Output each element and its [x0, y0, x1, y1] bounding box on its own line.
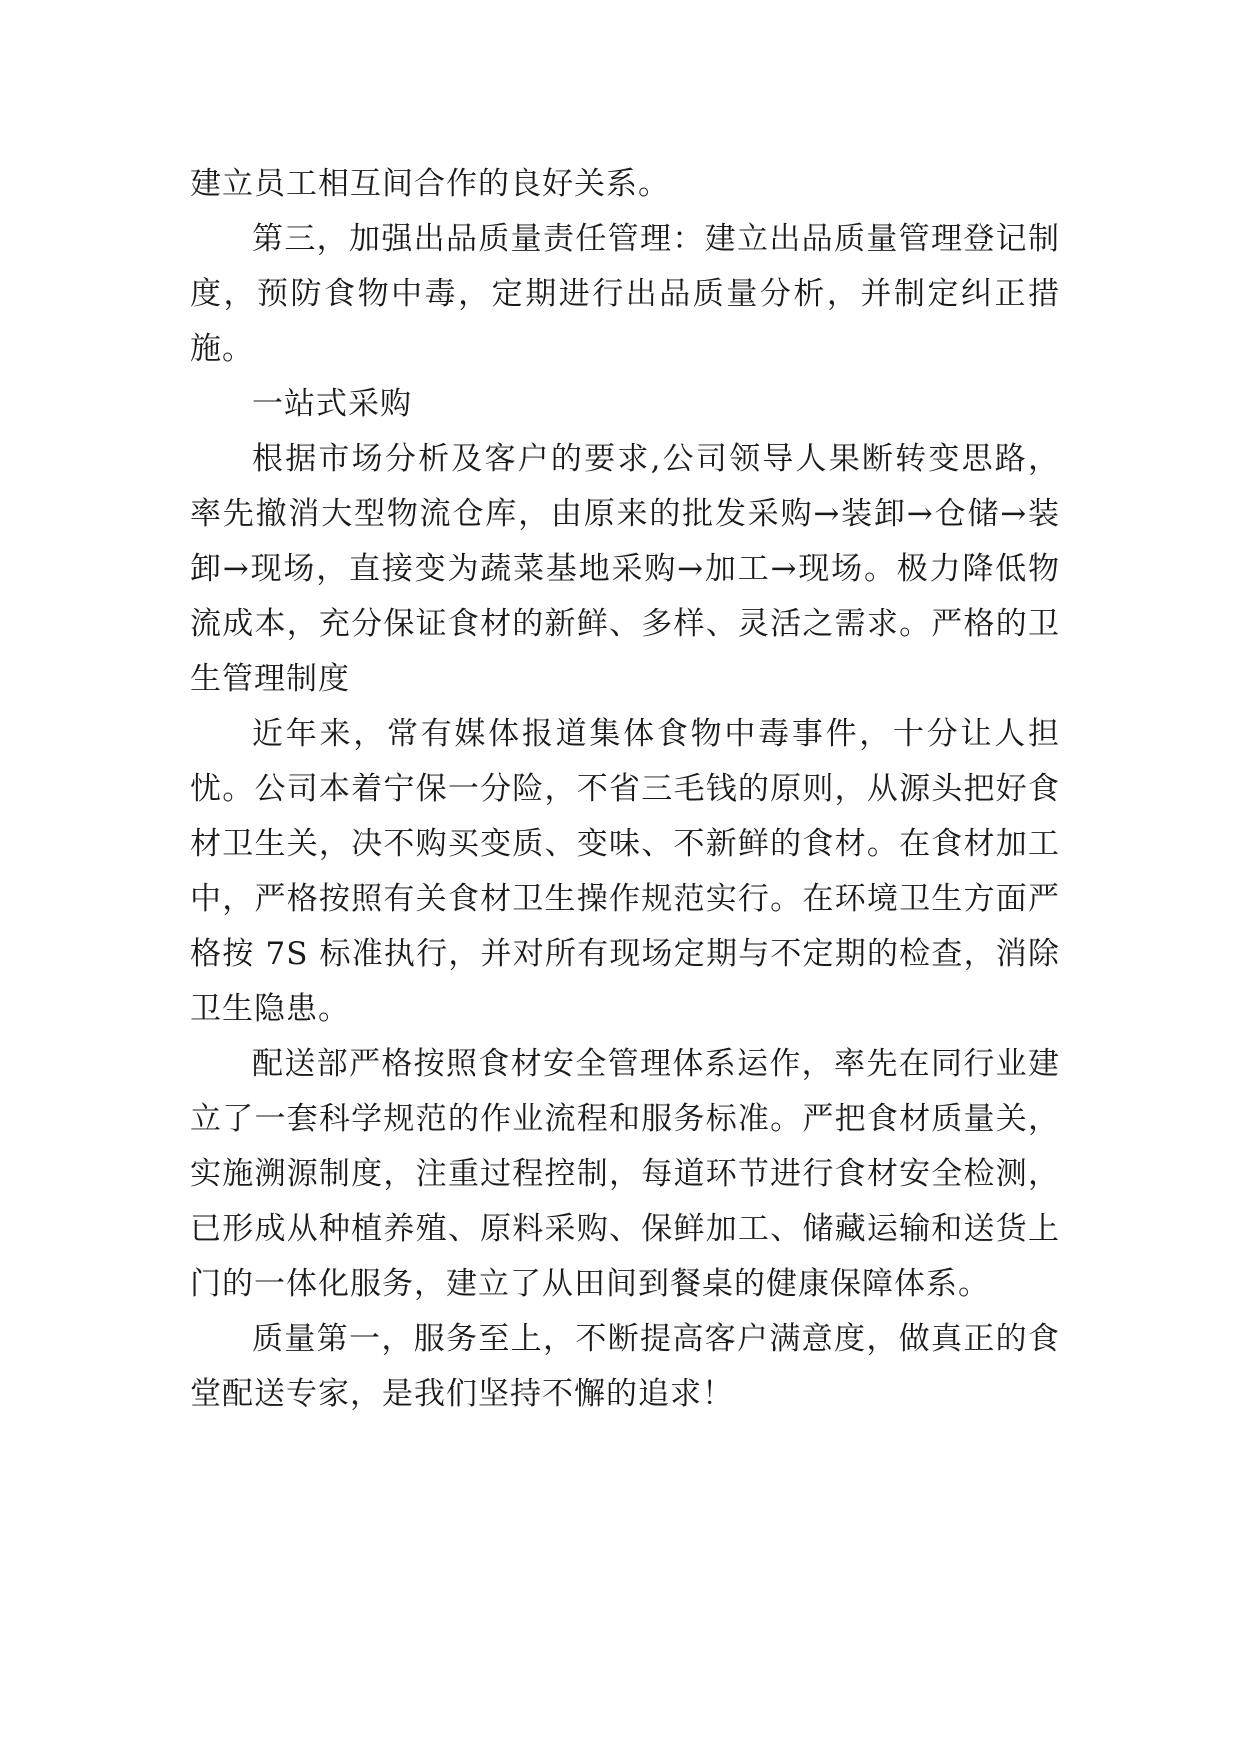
paragraph-hygiene: 近年来，常有媒体报道集体食物中毒事件，十分让人担忧。公司本着宁保一分险，不省三毛钱的原则，从源头把好食材卫生关，决不购买变质、变味、不新鲜的食材。在食材加工中，严格按照有关食材卫生操作规范实行。在环境卫生方面严格按 7S 标准执行，并对所有现场定期与不定期的检查，消除卫生隐患。 — [190, 716, 1060, 1027]
section-heading-one-stop-procurement: 一站式采购 — [252, 386, 412, 422]
paragraph-delivery-department: 配送部严格按照食材安全管理体系运作，率先在同行业建立了一套科学规范的作业流程和服务标准。严把食材质量关，实施溯源制度，注重过程控制，每道环节进行食材安全检测，已形成从种植养殖、原料采购、保鲜加工、储藏运输和送货上门的一体化服务，建立了从田间到餐桌的健康保障体系。 — [190, 1046, 1060, 1302]
paragraph-closing: 质量第一，服务至上，不断提高客户满意度，做真正的食堂配送专家，是我们坚持不懈的追求！ — [190, 1321, 1060, 1412]
document-body — [190, 157, 1060, 1422]
paragraph-procurement: 根据市场分析及客户的要求,公司领导人果断转变思路，率先撤消大型物流仓库，由原来的批发采购→装卸→仓储→装卸→现场，直接变为蔬菜基地采购→加工→现场。极力降低物流成本，充分保证食材的新鲜、多样、灵活之需求。严格的卫生管理制度 — [190, 441, 1060, 697]
paragraph-quality-management: 第三，加强出品质量责任管理：建立出品质量管理登记制度，预防食物中毒，定期进行出品质量分析，并制定纠正措施。 — [190, 221, 1060, 367]
paragraph-cooperation: 建立员工相互间合作的良好关系。 — [190, 166, 670, 202]
